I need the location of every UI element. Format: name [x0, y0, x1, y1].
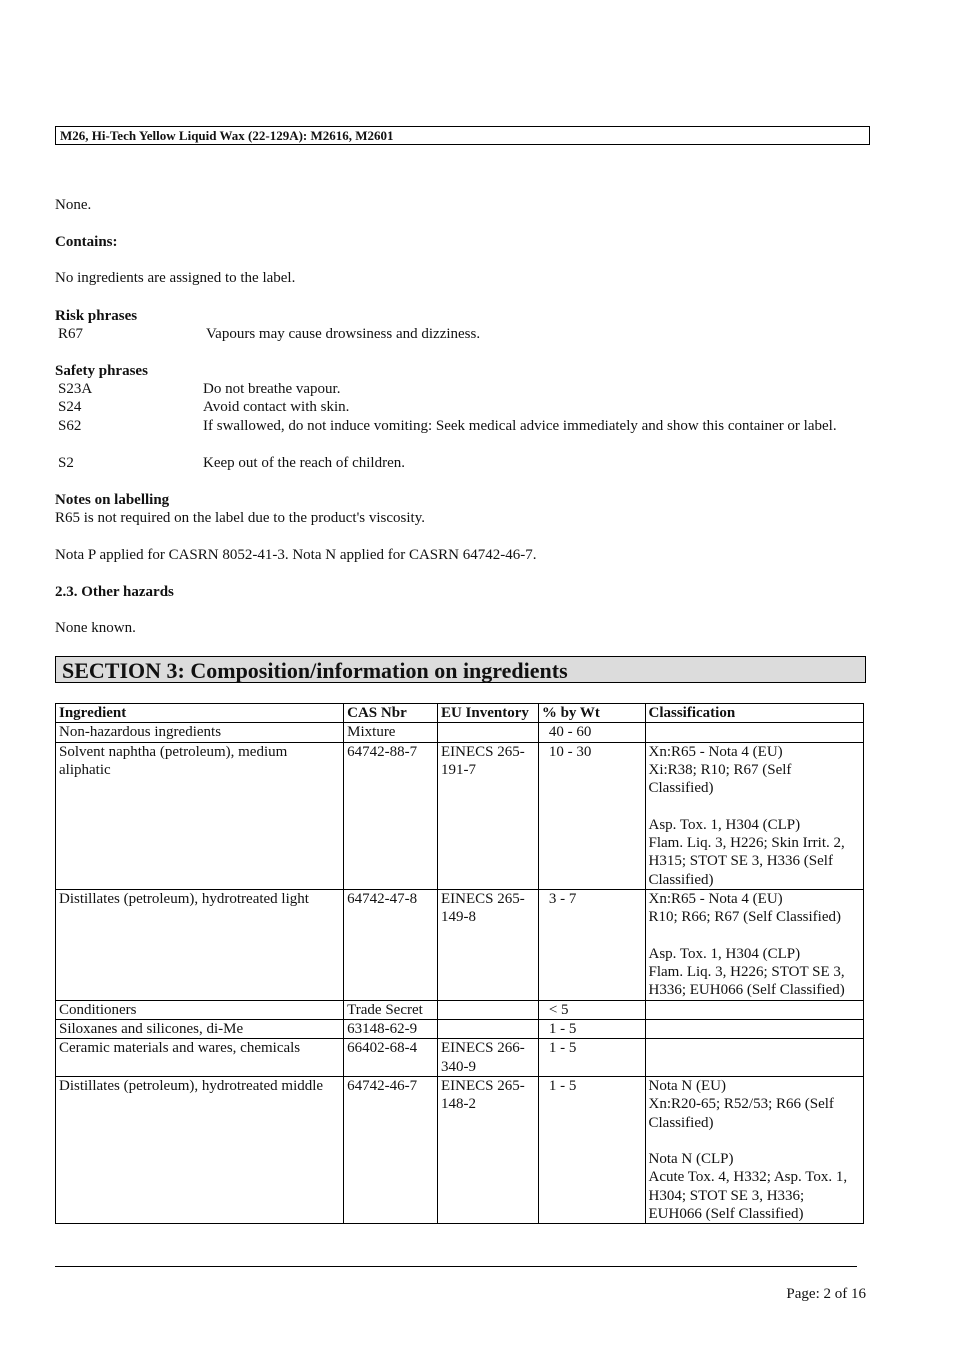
cas-cell: 63148-62-9 [344, 1020, 438, 1039]
ingredient-cell: Distillates (petroleum), hydrotreated light [56, 889, 344, 1000]
weight-cell: < 5 [538, 1000, 645, 1019]
eu-inventory-cell [437, 1000, 538, 1019]
eu-inventory-cell: EINECS 265-148-2 [437, 1076, 538, 1223]
classification-line [649, 927, 861, 945]
risk-text: Vapours may cause drowsiness and dizziness. [206, 326, 481, 342]
classification-line: Nota N (CLP) [648, 1151, 734, 1168]
ingredients-table [55, 703, 864, 1224]
page-number: Page: 2 of 16 [786, 1286, 866, 1302]
safety-text: Do not breathe vapour. [203, 381, 341, 397]
other-hazards-text: None known. [55, 620, 136, 636]
classification-cell [645, 1020, 864, 1039]
risk-phrase-row [0, 325, 954, 343]
classification-line: Flam. Liq. 3, H226; Skin Irrit. 2, H315; STOT SE 3, H336 (Self Classified) [648, 835, 845, 888]
column-header: EU Inventory [437, 704, 538, 723]
column-header: % by Wt [538, 704, 645, 723]
safety-code: S24 [58, 399, 82, 415]
ingredient-cell: Non-hazardous ingredients [56, 723, 344, 742]
classification-line: Asp. Tox. 1, H304 (CLP) [648, 816, 801, 833]
risk-phrases-heading: Risk phrases [55, 308, 138, 324]
weight-cell: 40 - 60 [538, 723, 645, 742]
none-text: None. [55, 197, 92, 213]
classification-cell [645, 889, 864, 1000]
classification-line [649, 1132, 861, 1150]
column-header: Classification [645, 704, 864, 723]
column-header: CAS Nbr [344, 704, 438, 723]
classification-line: Flam. Liq. 3, H226; STOT SE 3, H336; EUH066 (Self Classified) [648, 964, 845, 999]
safety-text: Keep out of the reach of children. [203, 455, 405, 471]
safety-phrases-heading: Safety phrases [55, 363, 148, 379]
safety-code: S23A [58, 381, 93, 397]
ingredient-cell: Solvent naphtha (petroleum), medium aliphatic [56, 742, 344, 889]
safety-phrase-row [0, 417, 954, 453]
contains-text: No ingredients are assigned to the label. [55, 270, 296, 286]
notes-line: R65 is not required on the label due to the product's viscosity. [55, 510, 425, 526]
cas-cell: 64742-47-8 [344, 889, 438, 1000]
safety-code: S62 [58, 418, 82, 434]
table-row [56, 889, 864, 1000]
classification-cell [645, 1076, 864, 1223]
classification-line: Xn:R20-65; R52/53; R66 (Self Classified) [648, 1096, 834, 1131]
safety-text: Avoid contact with skin. [203, 399, 350, 415]
table-row [56, 723, 864, 742]
other-hazards-heading: 2.3. Other hazards [55, 584, 174, 600]
classification-line: Xn:R65 - Nota 4 (EU) [648, 743, 783, 760]
ingredient-cell: Conditioners [56, 1000, 344, 1019]
classification-line: Acute Tox. 4, H332; Asp. Tox. 1, H304; STOT SE 3, H336; EUH066 (Self Classified) [648, 1169, 848, 1223]
classification-cell [645, 742, 864, 889]
classification-line: Asp. Tox. 1, H304 (CLP) [648, 945, 801, 962]
column-header: Ingredient [56, 704, 344, 723]
classification-line: Nota N (EU) [648, 1077, 726, 1094]
weight-cell: 1 - 5 [538, 1020, 645, 1039]
safety-phrase-row [0, 398, 954, 416]
risk-code: R67 [58, 326, 84, 342]
safety-phrase-row [0, 380, 954, 398]
eu-inventory-cell [437, 723, 538, 742]
eu-inventory-cell [437, 1020, 538, 1039]
notes-heading: Notes on labelling [55, 492, 170, 508]
eu-inventory-cell: EINECS 265-149-8 [437, 889, 538, 1000]
table-row [56, 742, 864, 889]
contains-heading: Contains: [55, 234, 118, 250]
section-3-title: SECTION 3: Composition/information on ingredients [55, 656, 866, 683]
classification-line: Xi:R38; R10; R67 (Self Classified) [648, 761, 792, 797]
table-row [56, 1000, 864, 1019]
cas-cell: 66402-68-4 [344, 1039, 438, 1077]
weight-cell: 1 - 5 [538, 1039, 645, 1077]
classification-line: R10; R66; R67 (Self Classified) [648, 909, 841, 926]
footer-divider [55, 1266, 857, 1267]
safety-phrase-row [0, 454, 954, 472]
safety-text: If swallowed, do not induce vomiting: Seek medical advice immediately and show this container or label. [203, 418, 837, 434]
notes-line: Nota P applied for CASRN 8052-41-3. Nota N applied for CASRN 64742-46-7. [55, 547, 537, 563]
ingredient-cell: Distillates (petroleum), hydrotreated middle [56, 1076, 344, 1223]
eu-inventory-cell: EINECS 265-191-7 [437, 742, 538, 889]
ingredient-cell: Ceramic materials and wares, chemicals [56, 1039, 344, 1077]
cas-cell: Trade Secret [344, 1000, 438, 1019]
cas-cell: 64742-46-7 [344, 1076, 438, 1223]
safety-code: S2 [58, 455, 74, 471]
table-row [56, 1076, 864, 1223]
weight-cell: 3 - 7 [538, 889, 645, 1000]
table-header-row [56, 704, 864, 723]
cas-cell: Mixture [344, 723, 438, 742]
weight-cell: 10 - 30 [538, 742, 645, 889]
classification-cell [645, 1000, 864, 1019]
document-header: M26, Hi-Tech Yellow Liquid Wax (22-129A): M2616, M2601 [55, 126, 870, 145]
table-row [56, 1039, 864, 1077]
eu-inventory-cell: EINECS 266-340-9 [437, 1039, 538, 1077]
classification-line: Xn:R65 - Nota 4 (EU) [648, 890, 783, 907]
classification-cell [645, 1039, 864, 1077]
ingredient-cell: Siloxanes and silicones, di-Me [56, 1020, 344, 1039]
classification-cell [645, 723, 864, 742]
cas-cell: 64742-88-7 [344, 742, 438, 889]
table-row [56, 1020, 864, 1039]
weight-cell: 1 - 5 [538, 1076, 645, 1223]
classification-line [649, 797, 861, 815]
